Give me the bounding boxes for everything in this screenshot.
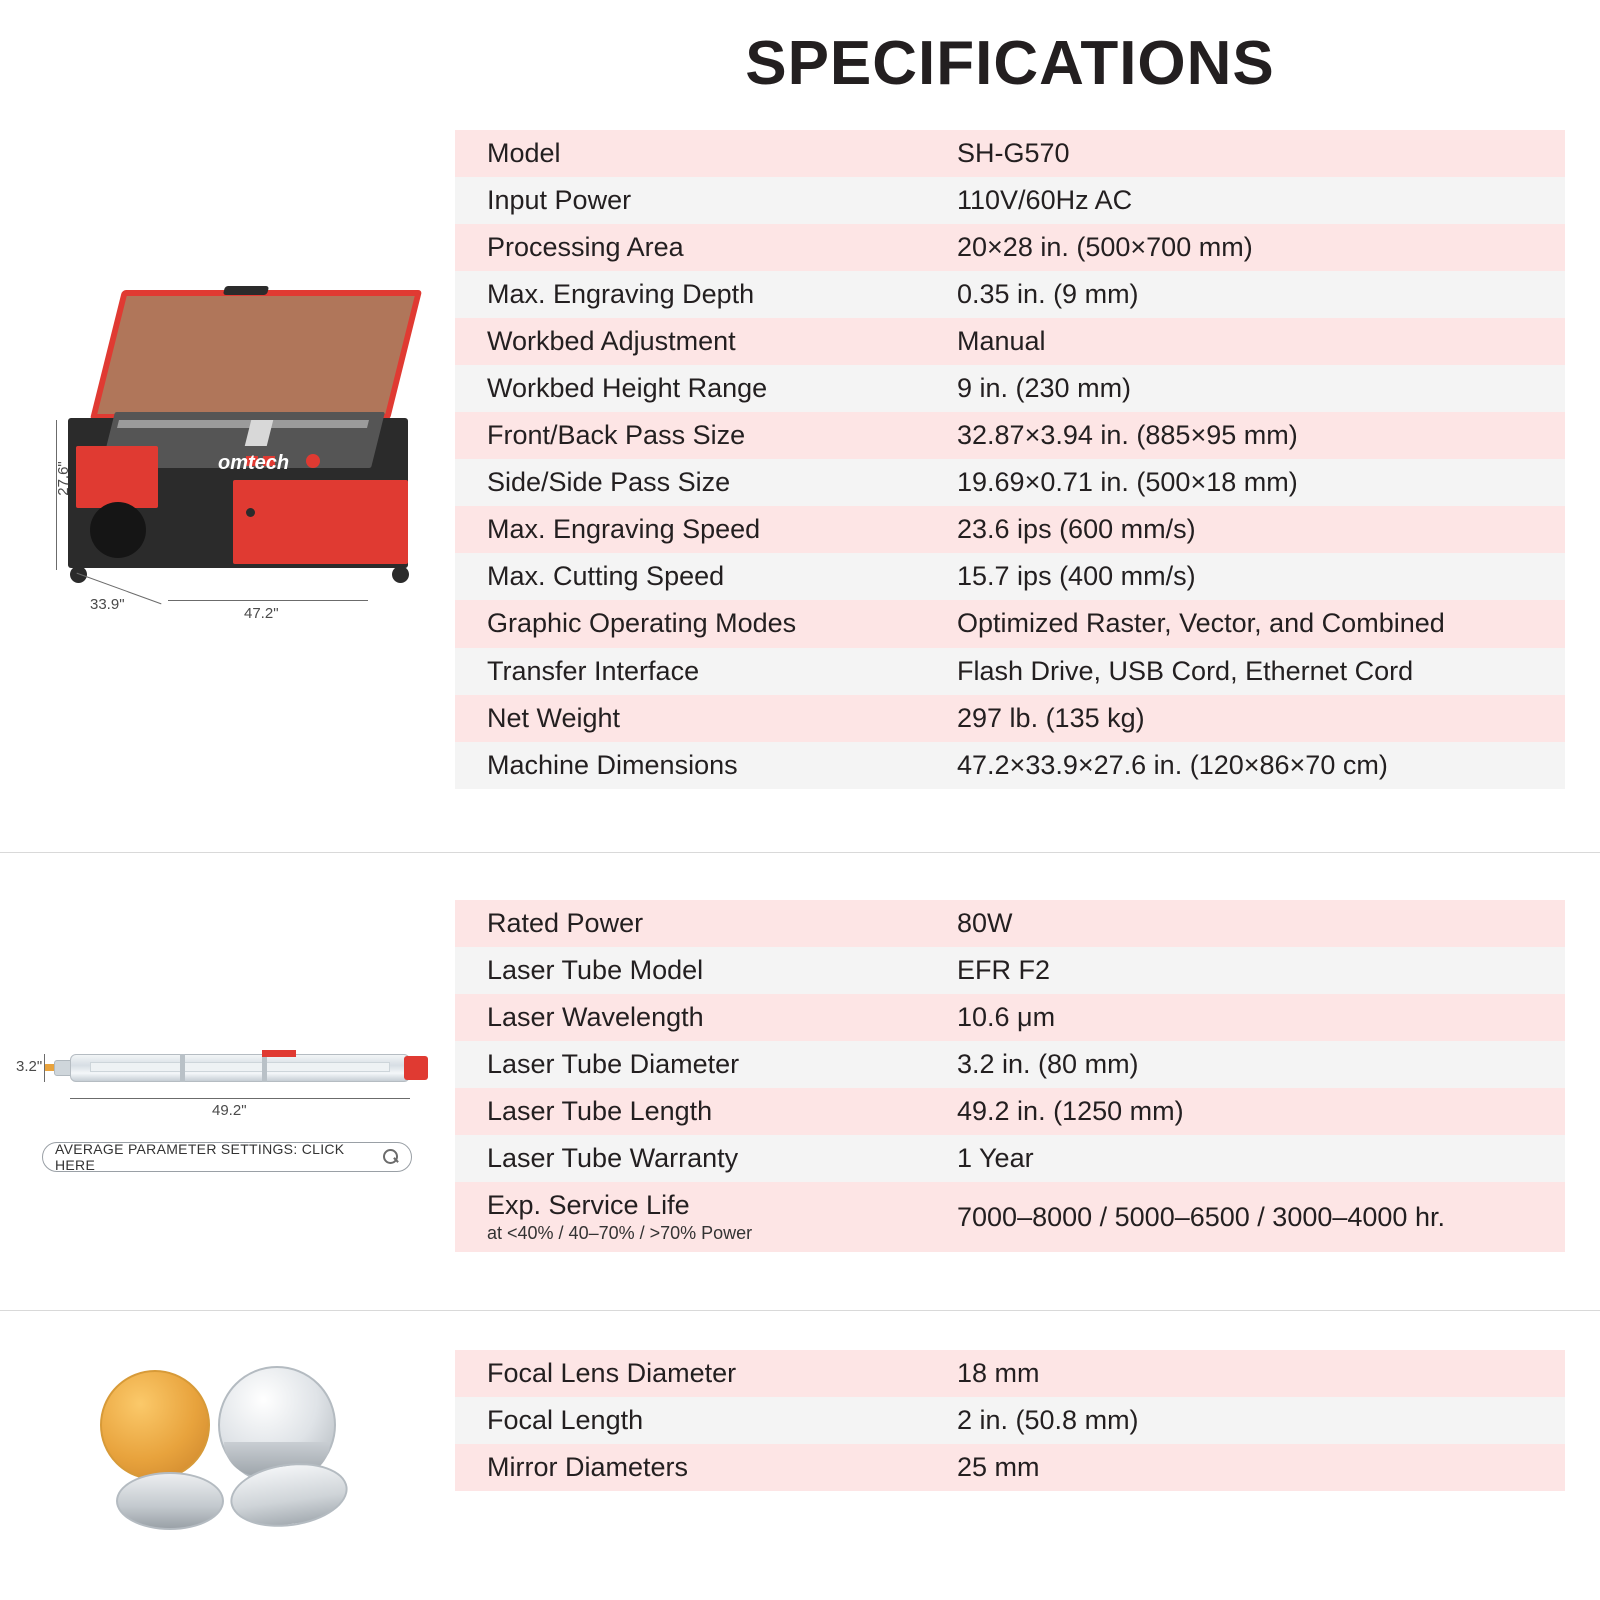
spec-value: 32.87×3.94 in. (885×95 mm) (925, 412, 1565, 459)
table-row (455, 177, 1565, 224)
machine-lid-handle (223, 286, 269, 295)
spec-label: Machine Dimensions (455, 742, 925, 789)
spec-value: Flash Drive, USB Cord, Ethernet Cord (925, 648, 1565, 695)
tube-band-2 (262, 1054, 267, 1082)
table-row (455, 1135, 1565, 1182)
dimension-depth-label: 33.9" (90, 596, 125, 613)
spec-label: Mirror Diameters (455, 1444, 925, 1491)
tube-length-label: 49.2" (212, 1102, 247, 1119)
machine-brand-logo: omtech (218, 452, 290, 474)
spec-value: 297 lb. (135 kg) (925, 695, 1565, 742)
spec-label: Laser Tube Diameter (455, 1041, 925, 1088)
spec-value: 23.6 ips (600 mm/s) (925, 506, 1565, 553)
page-title: SPECIFICATIONS (745, 29, 1275, 98)
spec-label (455, 1182, 925, 1252)
machine-image-column (0, 120, 455, 820)
table-row (455, 506, 1565, 553)
spec-label: Transfer Interface (455, 648, 925, 695)
spec-value: 49.2 in. (1250 mm) (925, 1088, 1565, 1135)
spec-value: 110V/60Hz AC (925, 177, 1565, 224)
spec-value: 2 in. (50.8 mm) (925, 1397, 1565, 1444)
spec-value: 0.35 in. (9 mm) (925, 271, 1565, 318)
spec-label: Focal Lens Diameter (455, 1350, 925, 1397)
table-row (455, 1397, 1565, 1444)
tube-band-1 (180, 1054, 185, 1082)
spec-value: 15.7 ips (400 mm/s) (925, 553, 1565, 600)
optics-image-column (0, 1340, 455, 1570)
table-row (455, 900, 1565, 947)
table-row (455, 600, 1565, 647)
spec-value: 7000–8000 / 5000–6500 / 3000–4000 hr. (925, 1182, 1565, 1252)
table-row (455, 648, 1565, 695)
table-row (455, 130, 1565, 177)
machine-specs-table (455, 130, 1565, 789)
table-row (455, 412, 1565, 459)
spec-label: Max. Engraving Speed (455, 506, 925, 553)
table-row (455, 271, 1565, 318)
optics-specs-table-wrapper (455, 1350, 1565, 1491)
spec-value: EFR F2 (925, 947, 1565, 994)
spec-value: 19.69×0.71 in. (500×18 mm) (925, 459, 1565, 506)
optics-specs-section (0, 1340, 1600, 1570)
mirror-silver-small-1 (116, 1472, 224, 1530)
spec-value: 3.2 in. (80 mm) (925, 1041, 1565, 1088)
spec-label: Model (455, 130, 925, 177)
dimension-line-width (168, 600, 368, 601)
tube-dimension-line-length (70, 1098, 410, 1099)
spec-label: Side/Side Pass Size (455, 459, 925, 506)
spec-label: Laser Tube Length (455, 1088, 925, 1135)
table-row (455, 459, 1565, 506)
spec-label: Laser Tube Warranty (455, 1135, 925, 1182)
machine-caster-right (392, 566, 409, 583)
spec-label-text: Exp. Service Life (487, 1190, 690, 1221)
spec-value: Manual (925, 318, 1565, 365)
table-row (455, 695, 1565, 742)
spec-value: 25 mm (925, 1444, 1565, 1491)
machine-exhaust-port (90, 502, 146, 558)
spec-label: Processing Area (455, 224, 925, 271)
spec-label: Graphic Operating Modes (455, 600, 925, 647)
machine-brand-mark (306, 454, 320, 468)
tube-dimension-line-diameter (44, 1054, 45, 1082)
spec-label: Laser Wavelength (455, 994, 925, 1041)
table-row (455, 224, 1565, 271)
tube-right-cap (404, 1056, 428, 1080)
lenses-illustration (90, 1360, 410, 1560)
spec-label: Max. Engraving Depth (455, 271, 925, 318)
spec-value: 20×28 in. (500×700 mm) (925, 224, 1565, 271)
spec-sublabel: at <40% / 40–70% / >70% Power (487, 1223, 753, 1244)
table-row (455, 1182, 1565, 1252)
optics-specs-table (455, 1350, 1565, 1491)
table-row (455, 318, 1565, 365)
spec-label: Input Power (455, 177, 925, 224)
spec-label: Net Weight (455, 695, 925, 742)
laser-specs-table (455, 900, 1565, 1252)
machine-specs-table-wrapper (455, 130, 1565, 789)
dimension-height-label: 27.6" (54, 461, 72, 496)
parameter-settings-label: AVERAGE PARAMETER SETTINGS: CLICK HERE (55, 1141, 345, 1173)
tube-label-strip (262, 1050, 296, 1057)
spec-label: Rated Power (455, 900, 925, 947)
spec-label: Laser Tube Model (455, 947, 925, 994)
section-divider-2 (0, 1310, 1600, 1311)
table-row (455, 1350, 1565, 1397)
table-row (455, 1444, 1565, 1491)
spec-value: 10.6 μm (925, 994, 1565, 1041)
spec-label: Max. Cutting Speed (455, 553, 925, 600)
spec-value: 18 mm (925, 1350, 1565, 1397)
tube-inner-bore (90, 1062, 390, 1072)
laser-specs-table-wrapper (455, 900, 1565, 1252)
table-row (455, 553, 1565, 600)
parameter-settings-button[interactable] (42, 1142, 412, 1172)
table-row (455, 365, 1565, 412)
machine-gantry-rail (117, 420, 369, 428)
spec-label: Front/Back Pass Size (455, 412, 925, 459)
machine-lid (90, 290, 422, 420)
machine-left-panel (76, 446, 158, 508)
spec-label: Focal Length (455, 1397, 925, 1444)
laser-tube-illustration (16, 1020, 430, 1140)
spec-label: Workbed Height Range (455, 365, 925, 412)
table-row (455, 1041, 1565, 1088)
focal-lens-gold (100, 1370, 210, 1480)
spec-value: 1 Year (925, 1135, 1565, 1182)
section-divider-1 (0, 852, 1600, 853)
machine-front-door (233, 480, 408, 564)
spec-value: Optimized Raster, Vector, and Combined (925, 600, 1565, 647)
laser-tube-image-column (0, 880, 455, 1280)
spec-label: Workbed Adjustment (455, 318, 925, 365)
spec-value: 9 in. (230 mm) (925, 365, 1565, 412)
machine-door-knob (246, 508, 255, 517)
table-row (455, 947, 1565, 994)
laser-machine-illustration (48, 270, 428, 650)
table-row (455, 994, 1565, 1041)
table-row (455, 742, 1565, 789)
dimension-width-label: 47.2" (244, 605, 279, 622)
spec-value: 47.2×33.9×27.6 in. (120×86×70 cm) (925, 742, 1565, 789)
tube-diameter-label: 3.2" (16, 1058, 43, 1075)
laser-specs-section (0, 880, 1600, 1280)
spec-value: 80W (925, 900, 1565, 947)
table-row (455, 1088, 1565, 1135)
spec-value: SH-G570 (925, 130, 1565, 177)
search-icon (383, 1149, 399, 1165)
machine-specs-section (0, 120, 1600, 820)
